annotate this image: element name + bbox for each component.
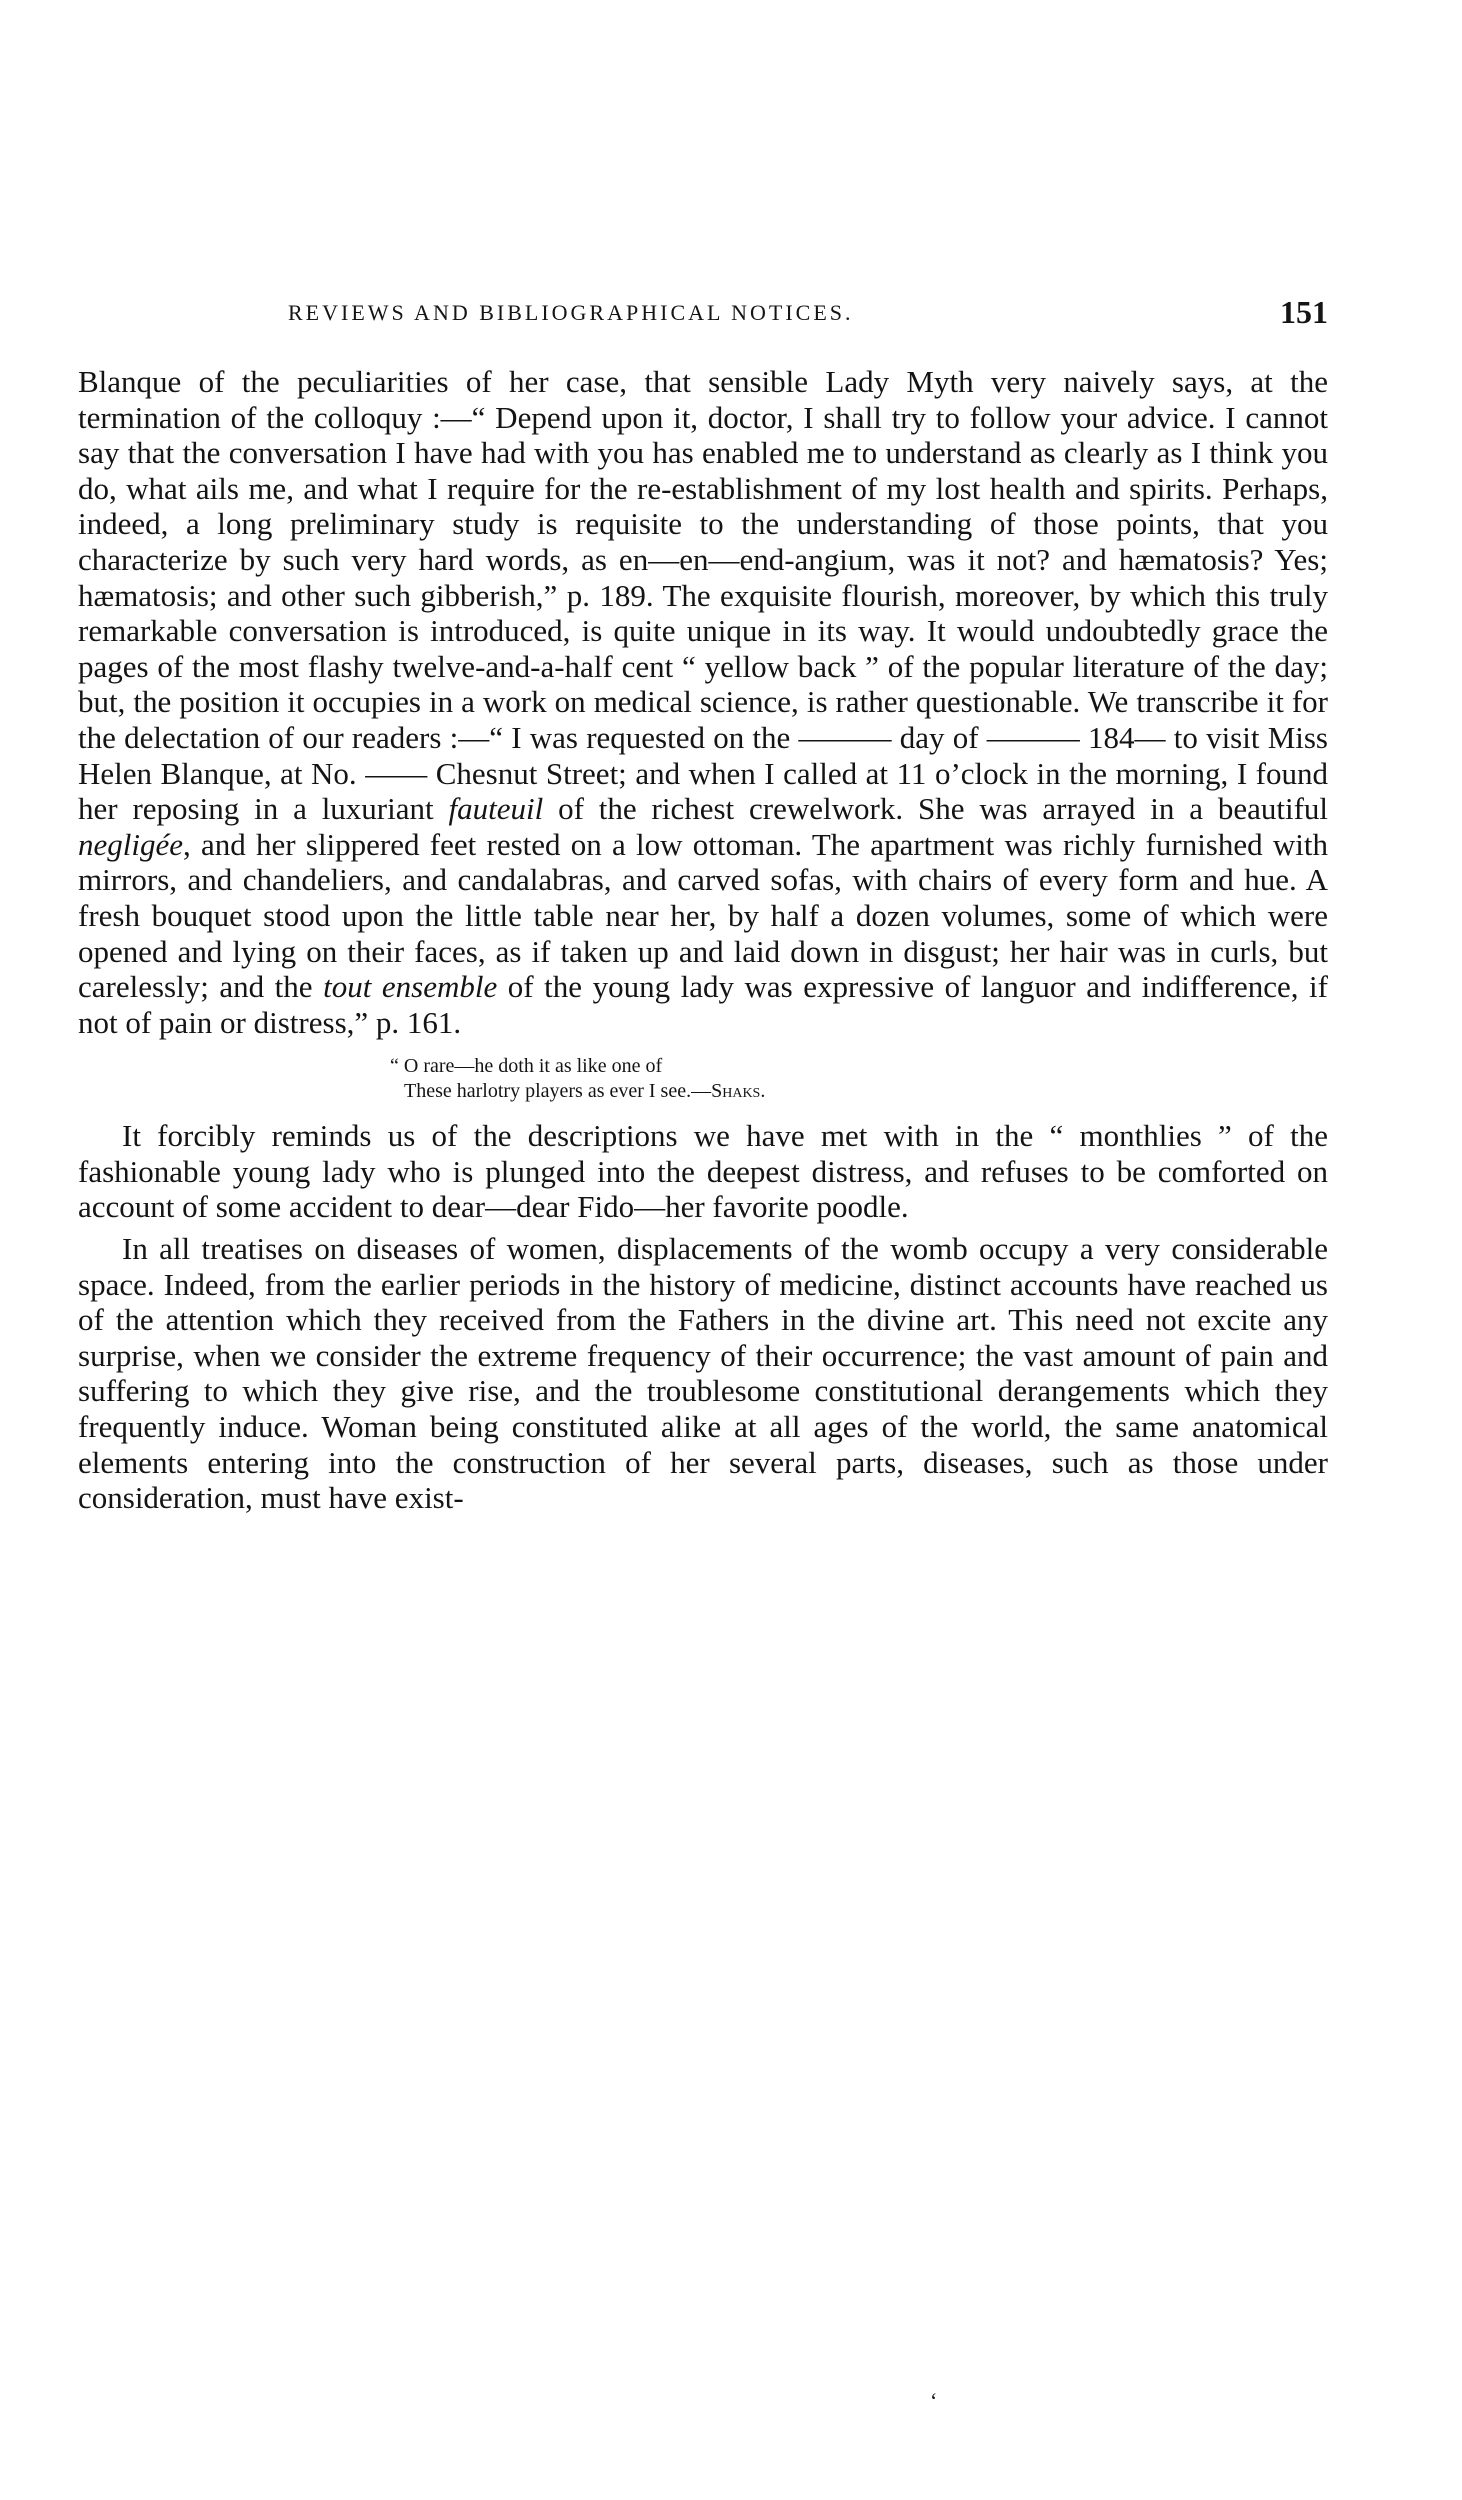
paragraph: It forcibly reminds us of the descriptions we have met with in the “ monthlies ” of the fashionable young lady who is plunged into the deepest distress, and refuses to be comforted on account of some accident to dear—dear Fido—her favorite poodle. <box>78 1118 1328 1225</box>
verse-quotation <box>390 1054 1328 1104</box>
paragraph-text: Blanque of the peculiarities of her case, that sensible Lady Myth very naively says, at the termination of the colloquy :—“ Depend upon it, doctor, I shall try to follow your advice. I cannot say that the conversation I have had with you has enabled me to understand as clearly as I think you do, what ails me, and what I require for the re-establishment of my lost health and spirits. Perhaps, indeed, a long preliminary study is requisite to the understanding of those points, that you characterize by such very hard words, as en—en—end-angium, was it not? and hæmatosis? Yes; hæmatosis; and other such gibberish,” p. 189. The exquisite flourish, moreover, by which this truly remarkable conversation is introduced, is quite unique in its way. It would undoubtedly grace the pages of the most flashy twelve-and-a-half cent “ yellow back ” of the popular literature of the day; but, the position it occupies in a work on medical science, is rather questionable. We transcribe it for the delectation of our readers :—“ I was requested on the ——— day of ——— 184— to visit Miss Helen Blanque, at No. —— Chesnut Street; and when I called at 11 o’clock in the morning, I found her reposing in a luxuriant <box>78 364 1328 827</box>
running-title: REVIEWS AND BIBLIOGRAPHICAL NOTICES. <box>288 300 854 325</box>
italic-term: tout ensemble <box>323 969 498 1005</box>
quote-line <box>390 1079 1328 1104</box>
paragraph-text: , and her slippered feet rested on a low ottoman. The apartment was richly furnished with mirrors, and chandeliers, and candalabras, and carved sofas, with chairs of every form and hue. A fresh bouquet stood upon the little table near her, by half a dozen volumes, some of which were opened and lying on their faces, as if taken up and laid down in disgust; her hair was in curls, but carelessly; and the <box>78 826 1328 1005</box>
paragraph-continued <box>78 364 1328 1040</box>
paragraph: In all treatises on diseases of women, displacements of the womb occupy a very considerable space. Indeed, from the earlier periods in the history of medicine, distinct accounts have reached us of the attention which they received from the Fathers in the divine art. This need not excite any surprise, when we consider the extreme frequency of their occurrence; the vast amount of pain and suffering to which they give rise, and the troublesome constitutional derangements which they frequently induce. Woman being constituted alike at all ages of the world, the same anatomical elements entering into the construction of her several parts, diseases, such as those under consideration, must have exist- <box>78 1231 1328 1516</box>
body-text <box>78 364 1328 1516</box>
paragraph-text: of the richest crewelwork. She was arrayed in a beautiful <box>543 791 1329 827</box>
quote-attribution: Shaks. <box>711 1080 766 1103</box>
signature-mark: ʻ <box>930 2388 938 2413</box>
paragraph-text: of the young lady was expressive of languor and indifference, if not of pain or distress,” p. 161. <box>78 969 1328 1040</box>
italic-term: negligée <box>78 826 184 862</box>
running-head <box>288 294 1328 340</box>
italic-term: fauteuil <box>448 791 544 827</box>
page-number: 151 <box>1280 294 1328 330</box>
quote-line: “ O rare—he doth it as like one of <box>390 1055 663 1078</box>
quote-text: These harlotry players as ever I see.— <box>404 1080 712 1103</box>
